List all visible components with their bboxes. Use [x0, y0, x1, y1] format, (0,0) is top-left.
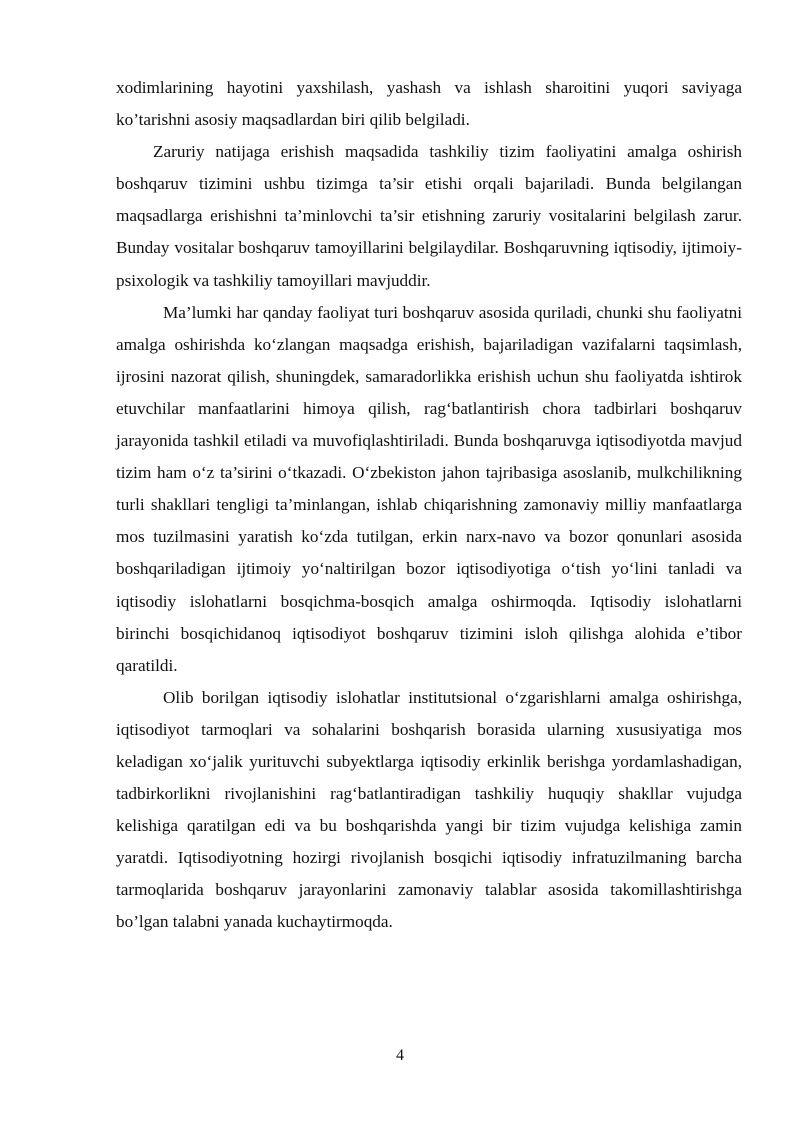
page-number: 4	[396, 1047, 404, 1064]
document-page	[116, 72, 742, 939]
paragraph-iqtisodiy-islohatlar: Olib borilgan iqtisodiy islohatlar institutsional o‘zgarishlarni amalga oshirishga, iqtisodiyot tarmoqlari va sohalarini boshqarish borasida ularning xususiyatiga mos keladigan xo‘jalik yurituvchi subyektlarga iqtisodiy erkinlik berishga yordamlashadigan, tadbirkorlikni rivojlanishini rag‘batlantiradigan tashkiliy huquqiy shakllar vujudga kelishiga qaratilgan edi va bu boshqarishda yangi bir tizim vujudga kelishiga zamin yaratdi. Iqtisodiyotning hozirgi rivojlanish bosqichi iqtisodiy infratuzilmaning barcha tarmoqlarida boshqaruv jarayonlarini zamonaviy talablar asosida takomillashtirishga bo’lgan talabni yanada kuchaytirmoqda.	[116, 687, 742, 932]
paragraph-continuation: xodimlarining hayotini yaxshilash, yashash va ishlash sharoitini yuqori saviyaga ko’tarishni asosiy maqsadlardan biri qilib belgiladi.	[116, 78, 742, 130]
paragraph-tashkiliy-tizim: Zaruriy natijaga erishish maqsadida tashkiliy tizim faoliyatini amalga oshirish boshqaruv tizimini ushbu tizimga ta’sir etishi orqali bajariladi. Bunda belgilangan maqsadlarga erishishni ta’minlovchi ta’sir etishning zaruriy vositalarini belgilash zarur. Bunday vositalar boshqaruv tamoyillarini belgilaydilar. Boshqaruvning iqtisodiy, ijtimoiy-psixologik va tashkiliy tamoyillari mavjuddir.	[116, 142, 742, 290]
paragraph-boshqaruv-faoliyat: Ma’lumki har qanday faoliyat turi boshqaruv asosida quriladi, chunki shu faoliyatni amalga oshirishda ko‘zlangan maqsadga erishish, bajariladigan vazifalarni taqsimlash, ijrosini nazorat qilish, shuningdek, samaradorlikka erishish uchun shu faoliyatda ishtirok etuvchilar manfaatlarini himoya qilish, rag‘batlantirish chora tadbirlari boshqaruv jarayonida tashkil etiladi va muvofiqlashtiriladi. Bunda boshqaruvga iqtisodiyotda mavjud tizim ham o‘z ta’sirini o‘tkazadi. O‘zbekiston jahon tajribasiga asoslanib, mulkchilikning turli shakllari tengligi ta’minlangan, ishlab chiqarishning zamonaviy milliy manfaatlarga mos tuzilmasini yaratish ko‘zda tutilgan, erkin narx-navo va bozor qonunlari asosida boshqariladigan ijtimoiy yo‘naltirilgan bozor iqtisodiyotiga o‘tish yo‘lini tanladi va iqtisodiy islohatlarni bosqichma-bosqich amalga oshirmoqda. Iqtisodiy islohatlarni birinchi bosqichidanoq iqtisodiyot boshqaruv tizimini isloh qilishga alohida e’tibor qaratildi.	[116, 302, 742, 675]
